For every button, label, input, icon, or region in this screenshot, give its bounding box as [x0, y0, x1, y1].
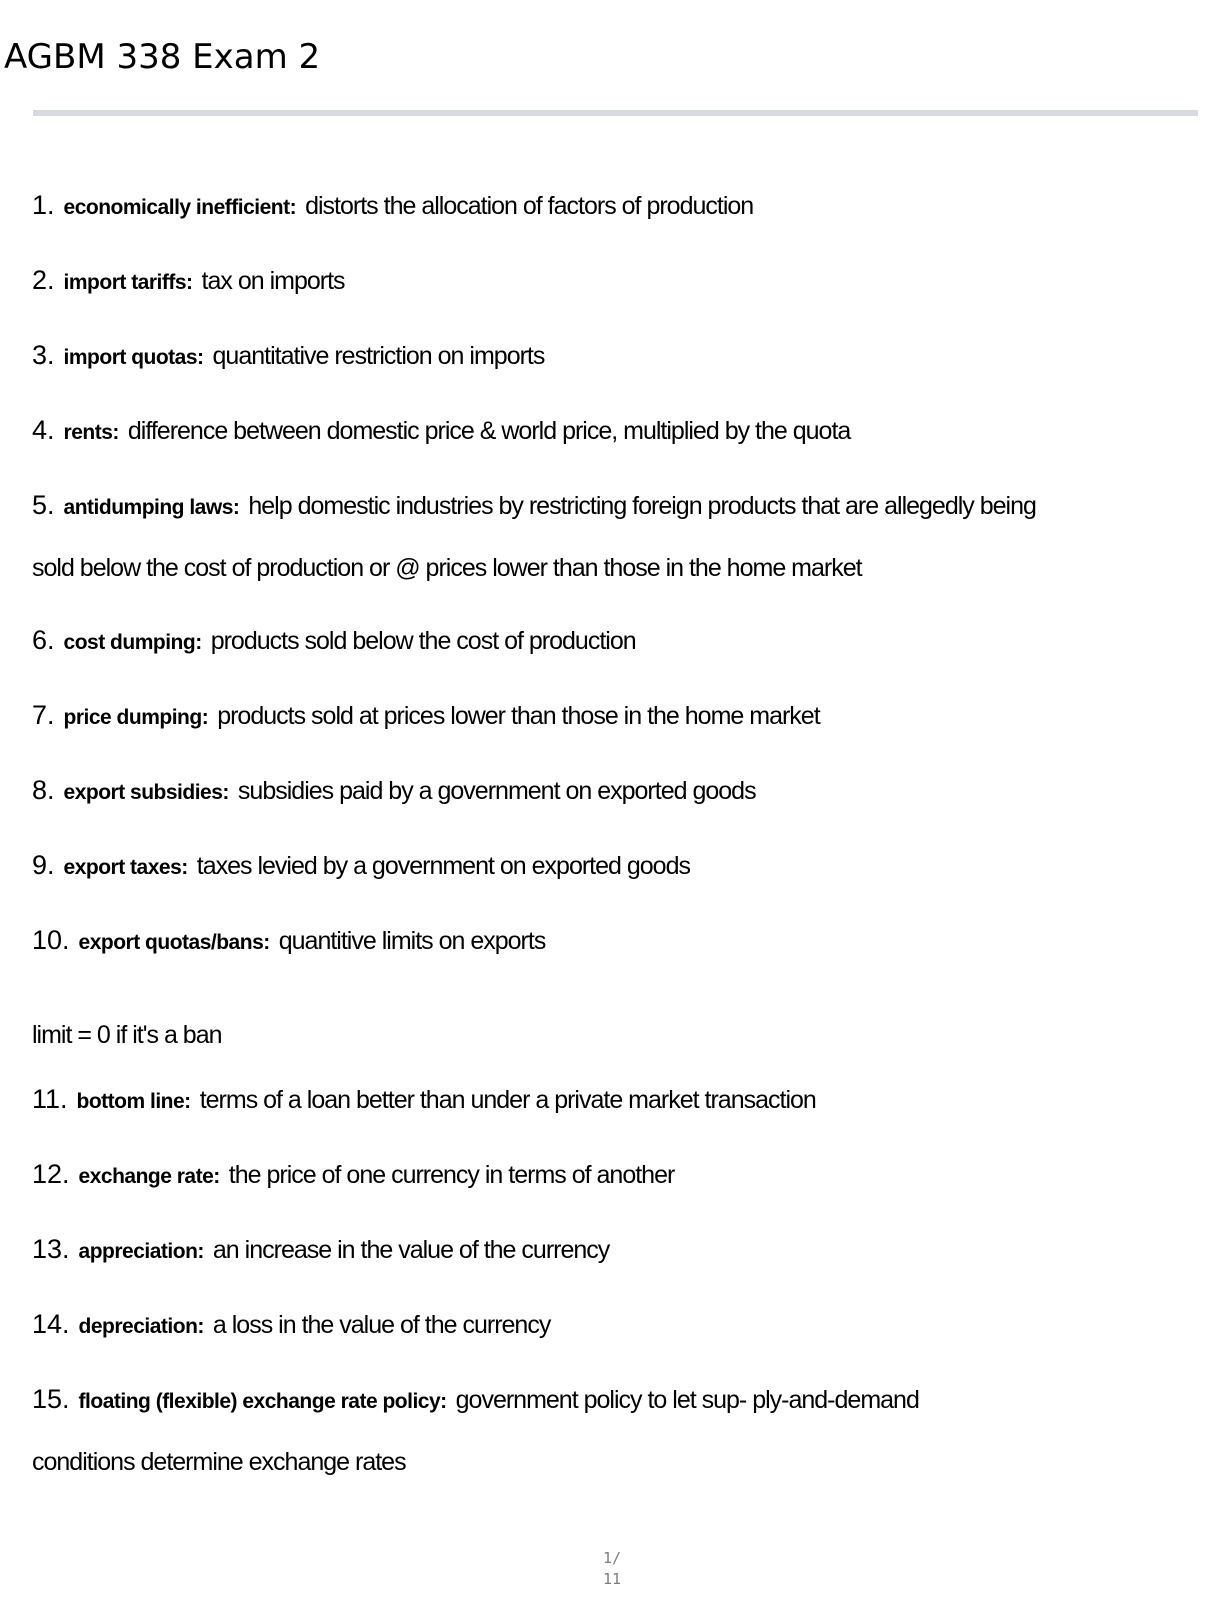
list-item	[32, 1219, 1190, 1282]
list-item	[32, 610, 1190, 673]
term-label: export quotas/bans:	[78, 931, 270, 954]
item-number: 7.	[32, 700, 55, 730]
definition-text: terms of a loan better than under a private market transaction	[199, 1086, 816, 1114]
item-number: 15.	[32, 1384, 70, 1414]
definition-text: difference between domestic price & world price, multiplied by the quota	[127, 417, 851, 445]
list-item	[32, 1369, 1190, 1492]
item-line	[32, 835, 1190, 898]
item-number: 1.	[32, 190, 55, 220]
term-label: import quotas:	[63, 346, 204, 369]
definition-continuation: conditions determine exchange rates	[32, 1448, 406, 1476]
definition-text: the price of one currency in terms of another	[228, 1161, 675, 1189]
term-label: appreciation:	[78, 1240, 204, 1263]
item-line	[32, 400, 1190, 463]
definition-text: help domestic industries by restricting foreign products that are allegedly being	[248, 492, 1036, 520]
page-title: AGBM 338 Exam 2	[4, 37, 321, 77]
item-line	[32, 1294, 1190, 1357]
item-number: 2.	[32, 265, 55, 295]
definition-text: government policy to let sup- ply-and-demand	[455, 1386, 919, 1414]
list-item	[32, 400, 1190, 463]
page-number-line1: 1/	[602, 1549, 622, 1567]
definition-continuation: sold below the cost of production or @ prices lower than those in the home market	[32, 554, 862, 582]
item-number: 10.	[32, 925, 70, 955]
list-item	[32, 250, 1190, 313]
item-line	[32, 910, 1190, 973]
definition-text: tax on imports	[201, 267, 345, 295]
item-line	[32, 1144, 1190, 1207]
list-item	[32, 475, 1190, 598]
item-number: 8.	[32, 775, 55, 805]
document-page	[0, 36, 1224, 1620]
term-label: economically inefficient:	[63, 196, 297, 219]
item-line	[32, 1219, 1190, 1282]
page-number	[0, 1548, 1224, 1588]
item-line	[32, 760, 1190, 823]
definition-text: subsidies paid by a government on exported goods	[237, 777, 756, 805]
item-line	[32, 1369, 1190, 1432]
item-number: 4.	[32, 415, 55, 445]
item-line	[32, 685, 1190, 748]
list-item	[32, 910, 1190, 973]
list-item	[32, 760, 1190, 823]
definition-text: products sold at prices lower than those in the home market	[217, 702, 820, 730]
list-item	[32, 1294, 1190, 1357]
term-label: bottom line:	[76, 1090, 191, 1113]
list-item	[32, 685, 1190, 748]
list-item	[32, 325, 1190, 388]
item-line	[32, 250, 1190, 313]
item-line	[32, 325, 1190, 388]
list-item	[32, 835, 1190, 898]
note-line: limit = 0 if it's a ban	[32, 1021, 222, 1049]
item-line	[32, 475, 1190, 538]
term-label: floating (flexible) exchange rate policy:	[78, 1390, 447, 1413]
term-label: rents:	[63, 421, 119, 444]
term-label: cost dumping:	[63, 631, 202, 654]
definition-text: taxes levied by a government on exported goods	[196, 852, 690, 880]
term-label: export subsidies:	[63, 781, 229, 804]
item-line	[32, 175, 1190, 238]
item-number: 14.	[32, 1309, 70, 1339]
item-number: 13.	[32, 1234, 70, 1264]
item-number: 3.	[32, 340, 55, 370]
item-number: 6.	[32, 625, 55, 655]
definition-text: products sold below the cost of production	[210, 627, 636, 655]
list-item	[32, 1069, 1190, 1132]
term-label: exchange rate:	[78, 1165, 220, 1188]
term-label: export taxes:	[63, 856, 188, 879]
definition-text: quantitative restriction on imports	[212, 342, 545, 370]
term-label: depreciation:	[78, 1315, 204, 1338]
item-line	[32, 1069, 1190, 1132]
item-line	[32, 610, 1190, 673]
item-number: 12.	[32, 1159, 70, 1189]
item-number: 11.	[32, 1084, 68, 1114]
definition-text: an increase in the value of the currency	[212, 1236, 610, 1264]
list-item	[32, 175, 1190, 238]
definition-list	[32, 175, 1190, 1492]
item-number: 9.	[32, 850, 55, 880]
term-label: price dumping:	[63, 706, 209, 729]
term-label: import tariffs:	[63, 271, 193, 294]
definition-text: quantitive limits on exports	[278, 927, 546, 955]
definition-text: a loss in the value of the currency	[212, 1311, 551, 1339]
term-label: antidumping laws:	[63, 496, 240, 519]
list-item	[32, 1144, 1190, 1207]
item-number: 5.	[32, 490, 55, 520]
page-number-line2: 11	[602, 1570, 622, 1588]
title-divider	[33, 110, 1198, 116]
definition-text: distorts the allocation of factors of production	[305, 192, 754, 220]
